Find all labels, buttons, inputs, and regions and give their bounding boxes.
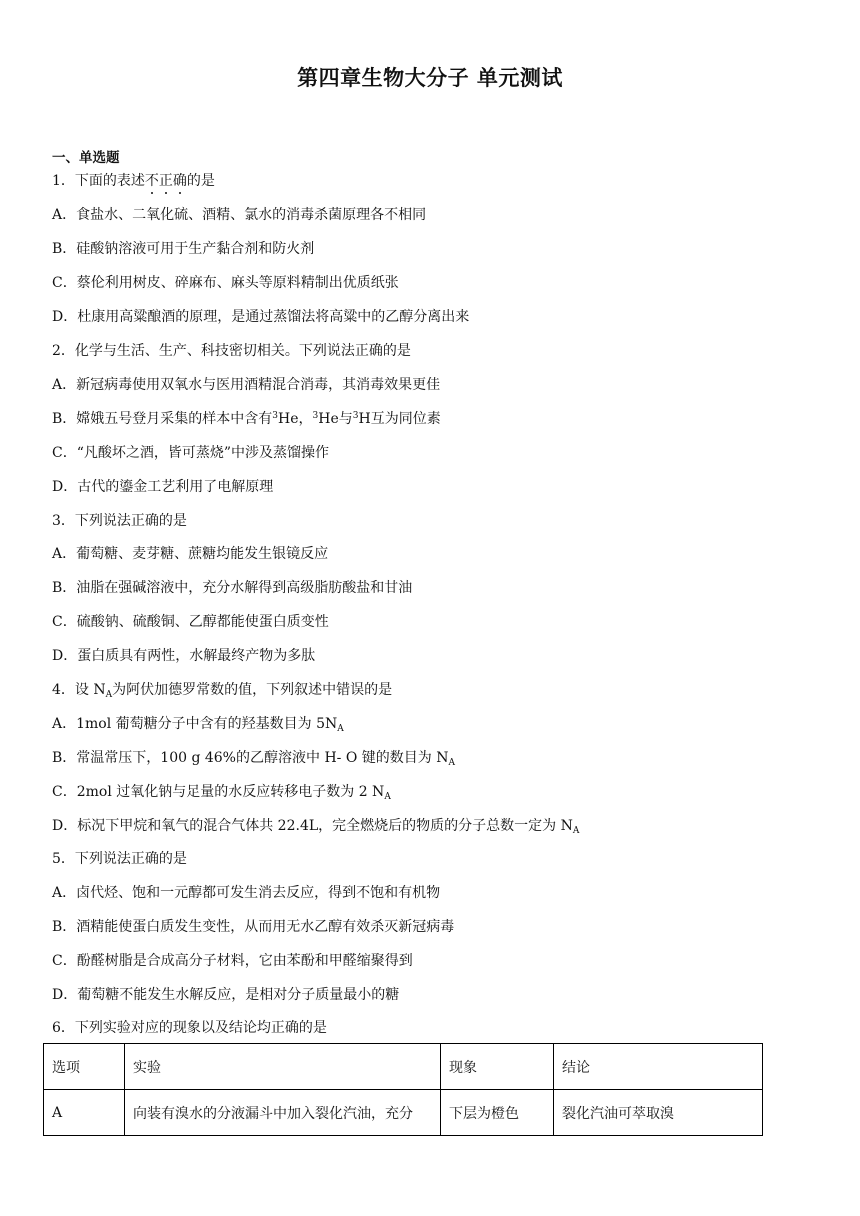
subscript: A <box>448 758 455 768</box>
q5-option-b: B．酒精能使蛋白质发生变性，从而用无水乙醇有效杀灭新冠病毒 <box>52 919 455 935</box>
subscript: A <box>337 724 344 734</box>
isotope-symbol: He与 <box>318 411 353 427</box>
q2-option-c: C．“凡酸坏之酒，皆可蒸烧”中涉及蒸馏操作 <box>52 445 330 461</box>
q6-stem: 6．下列实验对应的现象以及结论均正确的是 <box>52 1020 327 1036</box>
subscript: A <box>572 826 580 836</box>
q4-option-a <box>52 715 344 733</box>
table-row <box>44 1090 763 1136</box>
q3-stem: 3．下列说法正确的是 <box>52 513 187 529</box>
q4-stem <box>52 681 392 699</box>
section-heading: 一、单选题 <box>52 150 120 166</box>
isotope-symbol: H <box>358 411 371 427</box>
q1-option-a: A．食盐水、二氧化硫、酒精、氯水的消毒杀菌原理各不相同 <box>52 207 427 223</box>
q5-option-d: D．葡萄糖不能发生水解反应，是相对分子质量最小的糖 <box>52 987 400 1003</box>
table-cell: A <box>44 1090 125 1136</box>
q5-option-a: A．卤代烃、饱和一元醇都可发生消去反应，得到不饱和有机物 <box>52 885 441 901</box>
q4-option-c <box>52 783 391 801</box>
mass-number: 3 <box>272 411 279 421</box>
q2-option-b <box>52 410 441 428</box>
q1-stem <box>52 172 215 190</box>
q2-b-text: 互为同位素 <box>370 411 441 427</box>
q1-stem-suffix: 的是 <box>186 173 215 189</box>
q1-stem-prefix: 1．下面的表述 <box>52 173 145 189</box>
q2-b-text: B．嫦娥五号登月采集的样本中含有 <box>52 411 273 427</box>
subscript: A <box>105 690 113 700</box>
q4-option-d <box>52 817 579 835</box>
q1-option-d: D．杜康用高粱酿酒的原理，是通过蒸馏法将高粱中的乙醇分离出来 <box>52 309 470 325</box>
q3-option-a: A．葡萄糖、麦芽糖、蔗糖均能发生银镜反应 <box>52 546 329 562</box>
table-header-cell: 结论 <box>554 1044 763 1090</box>
table-cell: 裂化汽油可萃取溴 <box>554 1090 763 1136</box>
q4-option-b <box>52 749 455 767</box>
table-cell: 向装有溴水的分液漏斗中加入裂化汽油，充分 <box>125 1090 441 1136</box>
emphasis-dot-char: 不 <box>144 173 159 189</box>
q4-d-text: D．标况下甲烷和氧气的混合气体共 22.4L，完全燃烧后的物质的分子总数一定为 N <box>52 818 573 834</box>
q3-option-b: B．油脂在强碱溶液中，充分水解得到高级脂肪酸盐和甘油 <box>52 580 413 596</box>
q4-b-text: B．常温常压下，100 g 46%的乙醇溶液中 H- O 键的数目为 N <box>52 750 449 766</box>
subscript: A <box>384 792 391 802</box>
isotope-symbol: He， <box>278 411 313 427</box>
q2-stem: 2．化学与生活、生产、科技密切相关。下列说法正确的是 <box>52 343 411 359</box>
q3-option-d: D．蛋白质具有两性，水解最终产物为多肽 <box>52 648 316 664</box>
q6-table <box>43 1043 763 1136</box>
q5-stem: 5．下列说法正确的是 <box>52 851 187 867</box>
emphasis-dot-char: 确 <box>172 173 187 189</box>
q4-c-text: C．2mol 过氧化钠与足量的水反应转移电子数为 2 N <box>52 784 385 800</box>
table-header-cell: 实验 <box>125 1044 441 1090</box>
q4-a-text: A．1mol 葡萄糖分子中含有的羟基数目为 5N <box>52 716 338 732</box>
table-header-cell: 现象 <box>441 1044 554 1090</box>
table-header-row <box>44 1044 763 1090</box>
q1-option-b: B．硅酸钠溶液可用于生产黏合剂和防火剂 <box>52 241 315 257</box>
q2-option-d: D．古代的鎏金工艺利用了电解原理 <box>52 479 274 495</box>
q4-stem-text: 4．设 N <box>52 682 106 698</box>
mass-number: 3 <box>352 411 359 421</box>
table-header-cell: 选项 <box>44 1044 125 1090</box>
q4-stem-text: 为阿伏加德罗常数的值，下列叙述中错误的是 <box>112 682 393 698</box>
q3-option-c: C．硫酸钠、硫酸铜、乙醇都能使蛋白质变性 <box>52 614 329 630</box>
page-title: 第四章生物大分子 单元测试 <box>297 66 563 90</box>
emphasis-dot-char: 正 <box>158 173 173 189</box>
q2-option-a: A．新冠病毒使用双氧水与医用酒精混合消毒，其消毒效果更佳 <box>52 377 441 393</box>
q5-option-c: C．酚醛树脂是合成高分子材料，它由苯酚和甲醛缩聚得到 <box>52 953 413 969</box>
mass-number: 3 <box>312 411 319 421</box>
q1-option-c: C．蔡伦利用树皮、碎麻布、麻头等原料精制出优质纸张 <box>52 275 399 291</box>
table-cell: 下层为橙色 <box>441 1090 554 1136</box>
